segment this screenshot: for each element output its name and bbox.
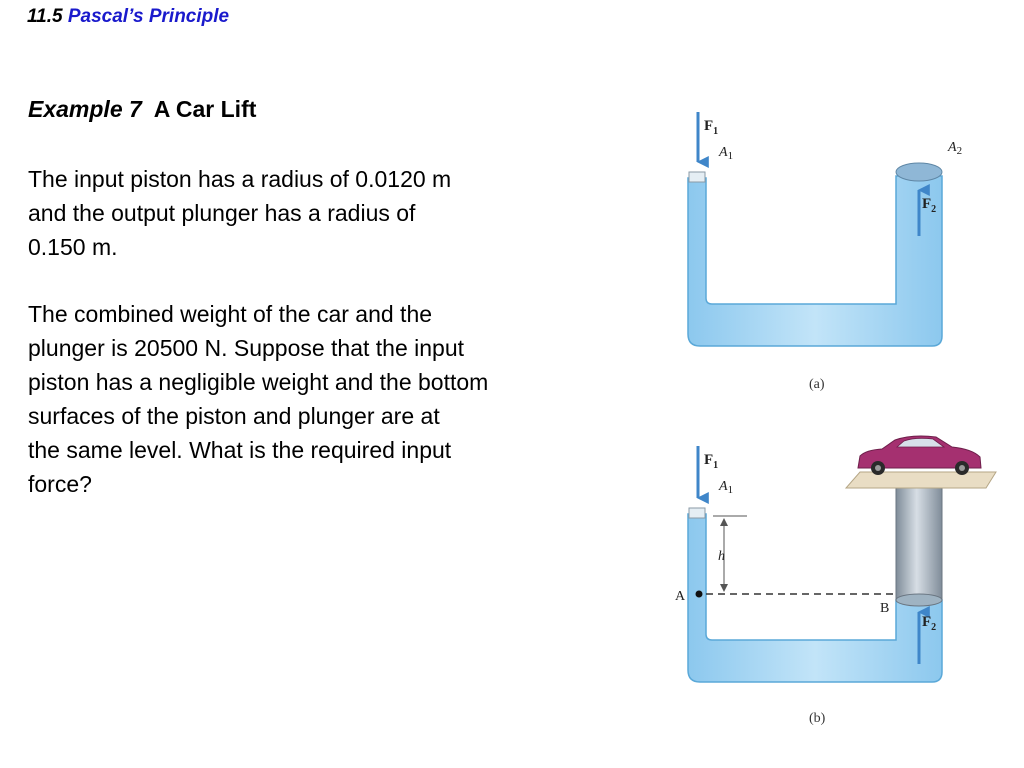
output-piston-top — [896, 163, 942, 181]
text-line: The combined weight of the car and the — [28, 301, 433, 327]
area-in-label: A — [719, 145, 728, 160]
figure-b — [675, 436, 996, 726]
plunger-bottom — [896, 594, 942, 606]
svg-text:F1 — [704, 452, 718, 471]
force-in-label: F — [704, 118, 714, 134]
svg-text:A1 — [718, 479, 733, 496]
text-line: surfaces of the piston and plunger are at — [28, 403, 440, 429]
car — [858, 436, 981, 475]
text-line: 0.150 m. — [28, 234, 118, 260]
force-out-subscript: 2 — [931, 622, 937, 633]
text-line: the same level. What is the required input — [28, 437, 452, 463]
fluid-container — [688, 176, 942, 346]
area-in-subscript: 1 — [727, 484, 734, 496]
force-in-subscript: 1 — [713, 460, 719, 471]
area-out-subscript: 2 — [956, 145, 963, 157]
figure-a-caption: (a) — [809, 377, 825, 392]
svg-text:F1 — [704, 118, 718, 137]
input-piston — [689, 172, 705, 182]
text-line: and the output plunger has a radius of — [28, 200, 416, 226]
text-line: The input piston has a radius of 0.0120 m — [28, 166, 452, 192]
output-plunger — [896, 486, 942, 600]
force-out-label: F — [922, 614, 932, 630]
section-title: Pascal’s Principle — [67, 6, 230, 27]
area-in-label: A — [719, 479, 728, 494]
section-number: 11.5 — [27, 6, 63, 27]
force-in-label: F — [704, 452, 714, 468]
svg-text:A1 — [718, 145, 733, 162]
example-label: Example 7 — [28, 96, 142, 122]
text-line: piston has a negligible weight and the bottom — [28, 369, 489, 395]
height-label: h — [718, 549, 725, 564]
input-piston — [689, 508, 705, 518]
text-line: force? — [28, 471, 92, 497]
figure-a — [688, 112, 962, 392]
figure-b-caption: (b) — [809, 711, 826, 726]
lift-platform — [846, 472, 996, 488]
point-a-label: A — [675, 589, 686, 604]
force-out-label: F — [922, 196, 932, 212]
area-out-label: A — [948, 140, 957, 155]
area-in-subscript: 1 — [727, 150, 734, 162]
force-in-subscript: 1 — [713, 126, 719, 137]
point-a-marker — [696, 591, 703, 598]
text-line: plunger is 20500 N. Suppose that the input — [28, 335, 465, 361]
point-b-label: B — [880, 601, 890, 616]
svg-text:A2 — [947, 140, 962, 157]
force-out-subscript: 2 — [931, 204, 937, 215]
example-title: A Car Lift — [153, 96, 257, 122]
